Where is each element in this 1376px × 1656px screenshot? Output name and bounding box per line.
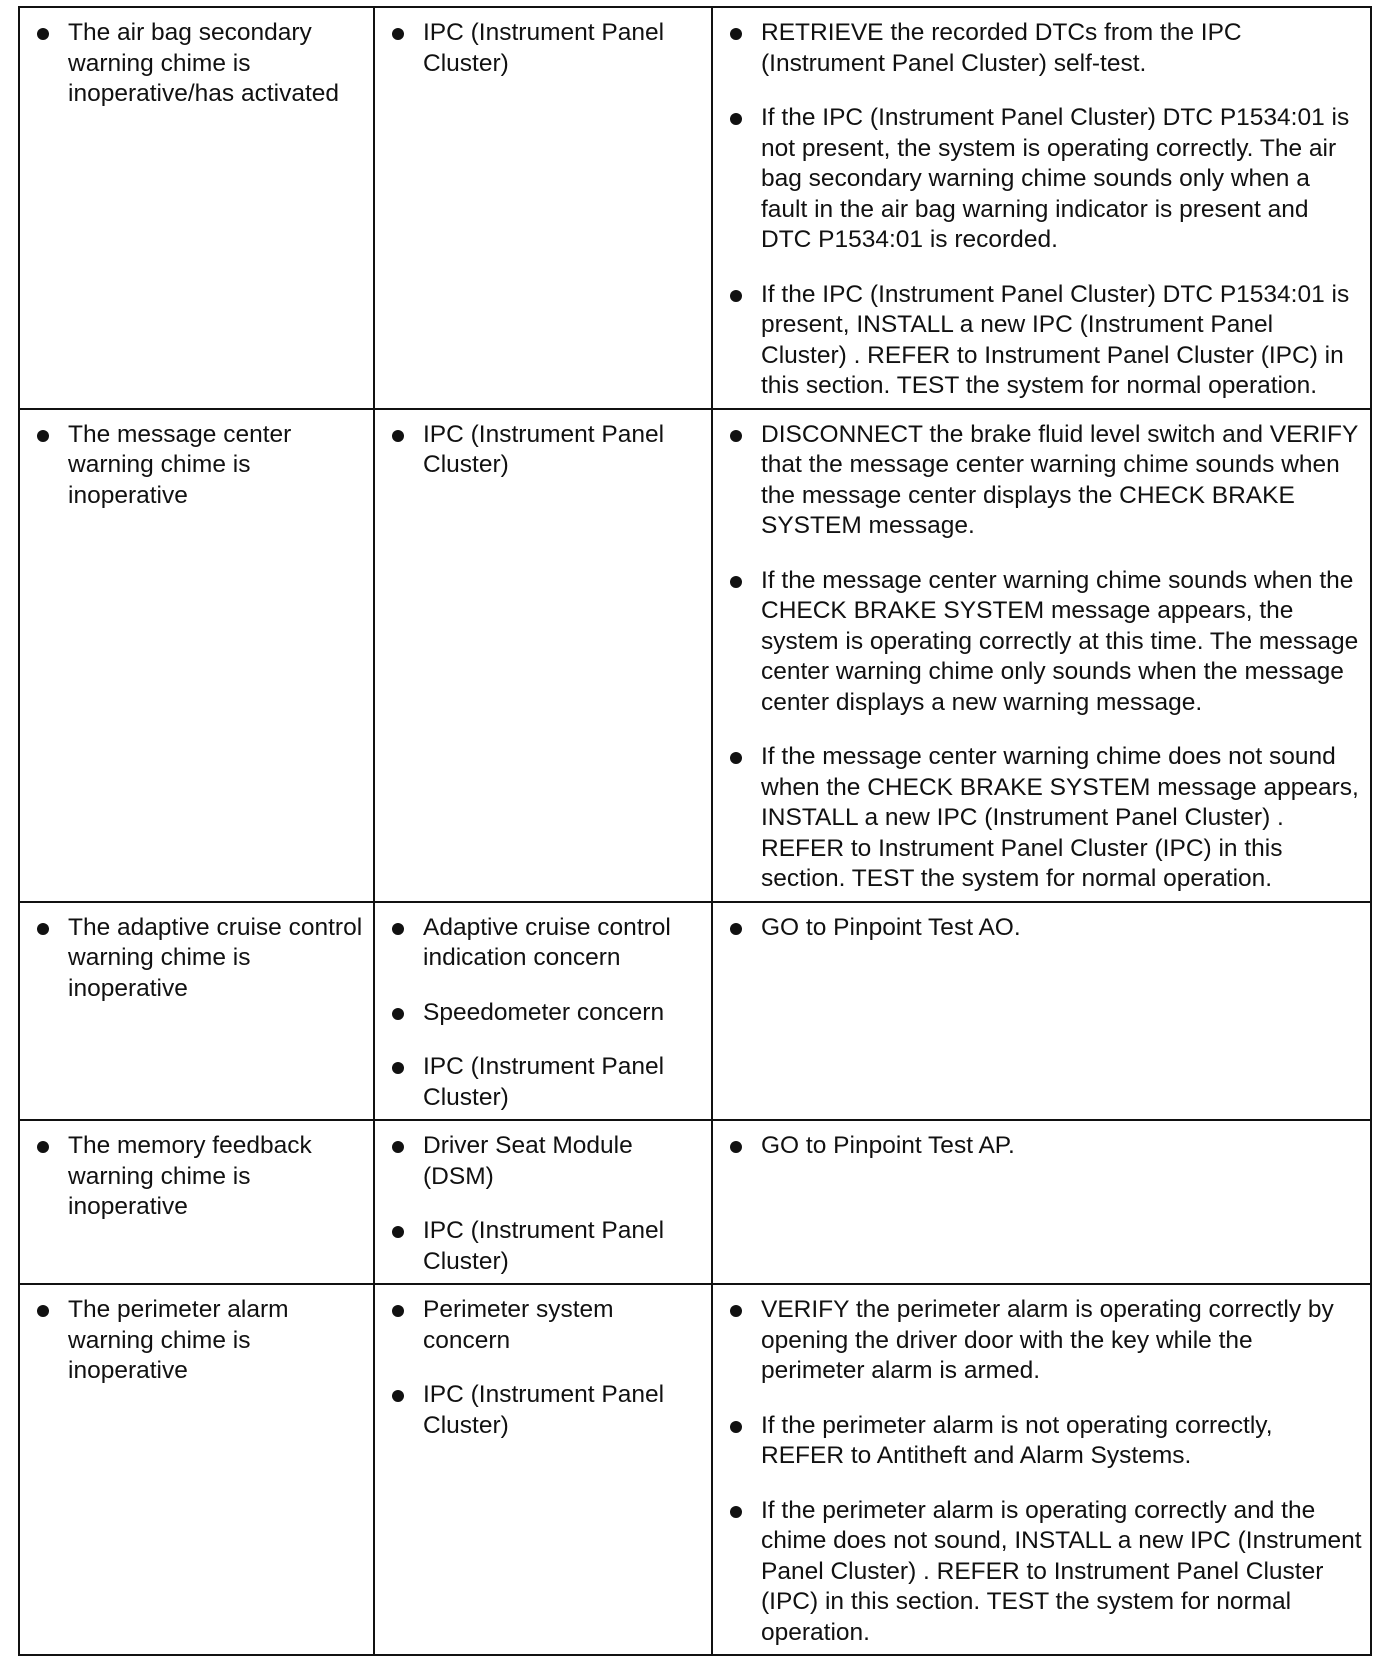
condition-cell (19, 409, 374, 902)
source-item: Adaptive cruise control indication concern (387, 913, 703, 974)
condition-cell (19, 902, 374, 1121)
condition-cell (19, 7, 374, 409)
source-item: IPC (Instrument Panel Cluster) (387, 420, 703, 481)
action-cell (712, 902, 1371, 1121)
action-item: RETRIEVE the recorded DTCs from the IPC (Instrument Panel Cluster) self-test. (725, 18, 1362, 79)
condition-item: The air bag secondary warning chime is inoperative/has activated (32, 18, 365, 110)
possible-source-cell (374, 1284, 712, 1655)
action-cell (712, 1120, 1371, 1284)
table-row (19, 1284, 1371, 1655)
table-row (19, 1120, 1371, 1284)
possible-source-cell (374, 902, 712, 1121)
possible-source-cell (374, 409, 712, 902)
source-item: IPC (Instrument Panel Cluster) (387, 1380, 703, 1441)
action-item: If the message center warning chime does not sound when the CHECK BRAKE SYSTEM message appears, INSTALL a new IPC (Instrument Panel Cluster) . REFER to Instrument Panel Cluster (IPC) in this section. TEST the system for normal operation. (725, 742, 1362, 895)
action-cell (712, 7, 1371, 409)
action-item: If the perimeter alarm is not operating correctly, REFER to Antitheft and Alarm Systems. (725, 1411, 1362, 1472)
source-item: Driver Seat Module (DSM) (387, 1131, 703, 1192)
possible-source-cell (374, 1120, 712, 1284)
source-item: IPC (Instrument Panel Cluster) (387, 1216, 703, 1277)
condition-item: The message center warning chime is inoperative (32, 420, 365, 512)
action-item: If the perimeter alarm is operating correctly and the chime does not sound, INSTALL a new IPC (Instrument Panel Cluster) . REFER to Instrument Panel Cluster (IPC) in this section. TEST the system for normal operation. (725, 1496, 1362, 1649)
action-item: If the IPC (Instrument Panel Cluster) DTC P1534:01 is present, INSTALL a new IPC (Instrument Panel Cluster) . REFER to Instrument Panel Cluster (IPC) in this section. TEST the system for normal operation. (725, 280, 1362, 402)
action-item: DISCONNECT the brake fluid level switch and VERIFY that the message center warning chime sounds when the message center displays the CHECK BRAKE SYSTEM message. (725, 420, 1362, 542)
condition-cell (19, 1120, 374, 1284)
source-item: Speedometer concern (387, 998, 703, 1029)
table-row (19, 409, 1371, 902)
symptom-chart-table (18, 6, 1372, 1656)
table-row (19, 902, 1371, 1121)
source-item: IPC (Instrument Panel Cluster) (387, 1052, 703, 1113)
action-item: If the IPC (Instrument Panel Cluster) DTC P1534:01 is not present, the system is operating correctly. The air bag secondary warning chime sounds only when a fault in the air bag warning indicator is present and DTC P1534:01 is recorded. (725, 103, 1362, 256)
table-row (19, 7, 1371, 409)
source-item: IPC (Instrument Panel Cluster) (387, 18, 703, 79)
condition-cell (19, 1284, 374, 1655)
condition-item: The adaptive cruise control warning chime is inoperative (32, 913, 365, 1005)
action-cell (712, 409, 1371, 902)
possible-source-cell (374, 7, 712, 409)
condition-item: The memory feedback warning chime is inoperative (32, 1131, 365, 1223)
action-item: GO to Pinpoint Test AP. (725, 1131, 1362, 1162)
source-item: Perimeter system concern (387, 1295, 703, 1356)
action-cell (712, 1284, 1371, 1655)
action-item: If the message center warning chime sounds when the CHECK BRAKE SYSTEM message appears, the system is operating correctly at this time. The message center warning chime only sounds when the message center displays a new warning message. (725, 566, 1362, 719)
action-item: VERIFY the perimeter alarm is operating correctly by opening the driver door with the key while the perimeter alarm is armed. (725, 1295, 1362, 1387)
action-item: GO to Pinpoint Test AO. (725, 913, 1362, 944)
condition-item: The perimeter alarm warning chime is inoperative (32, 1295, 365, 1387)
